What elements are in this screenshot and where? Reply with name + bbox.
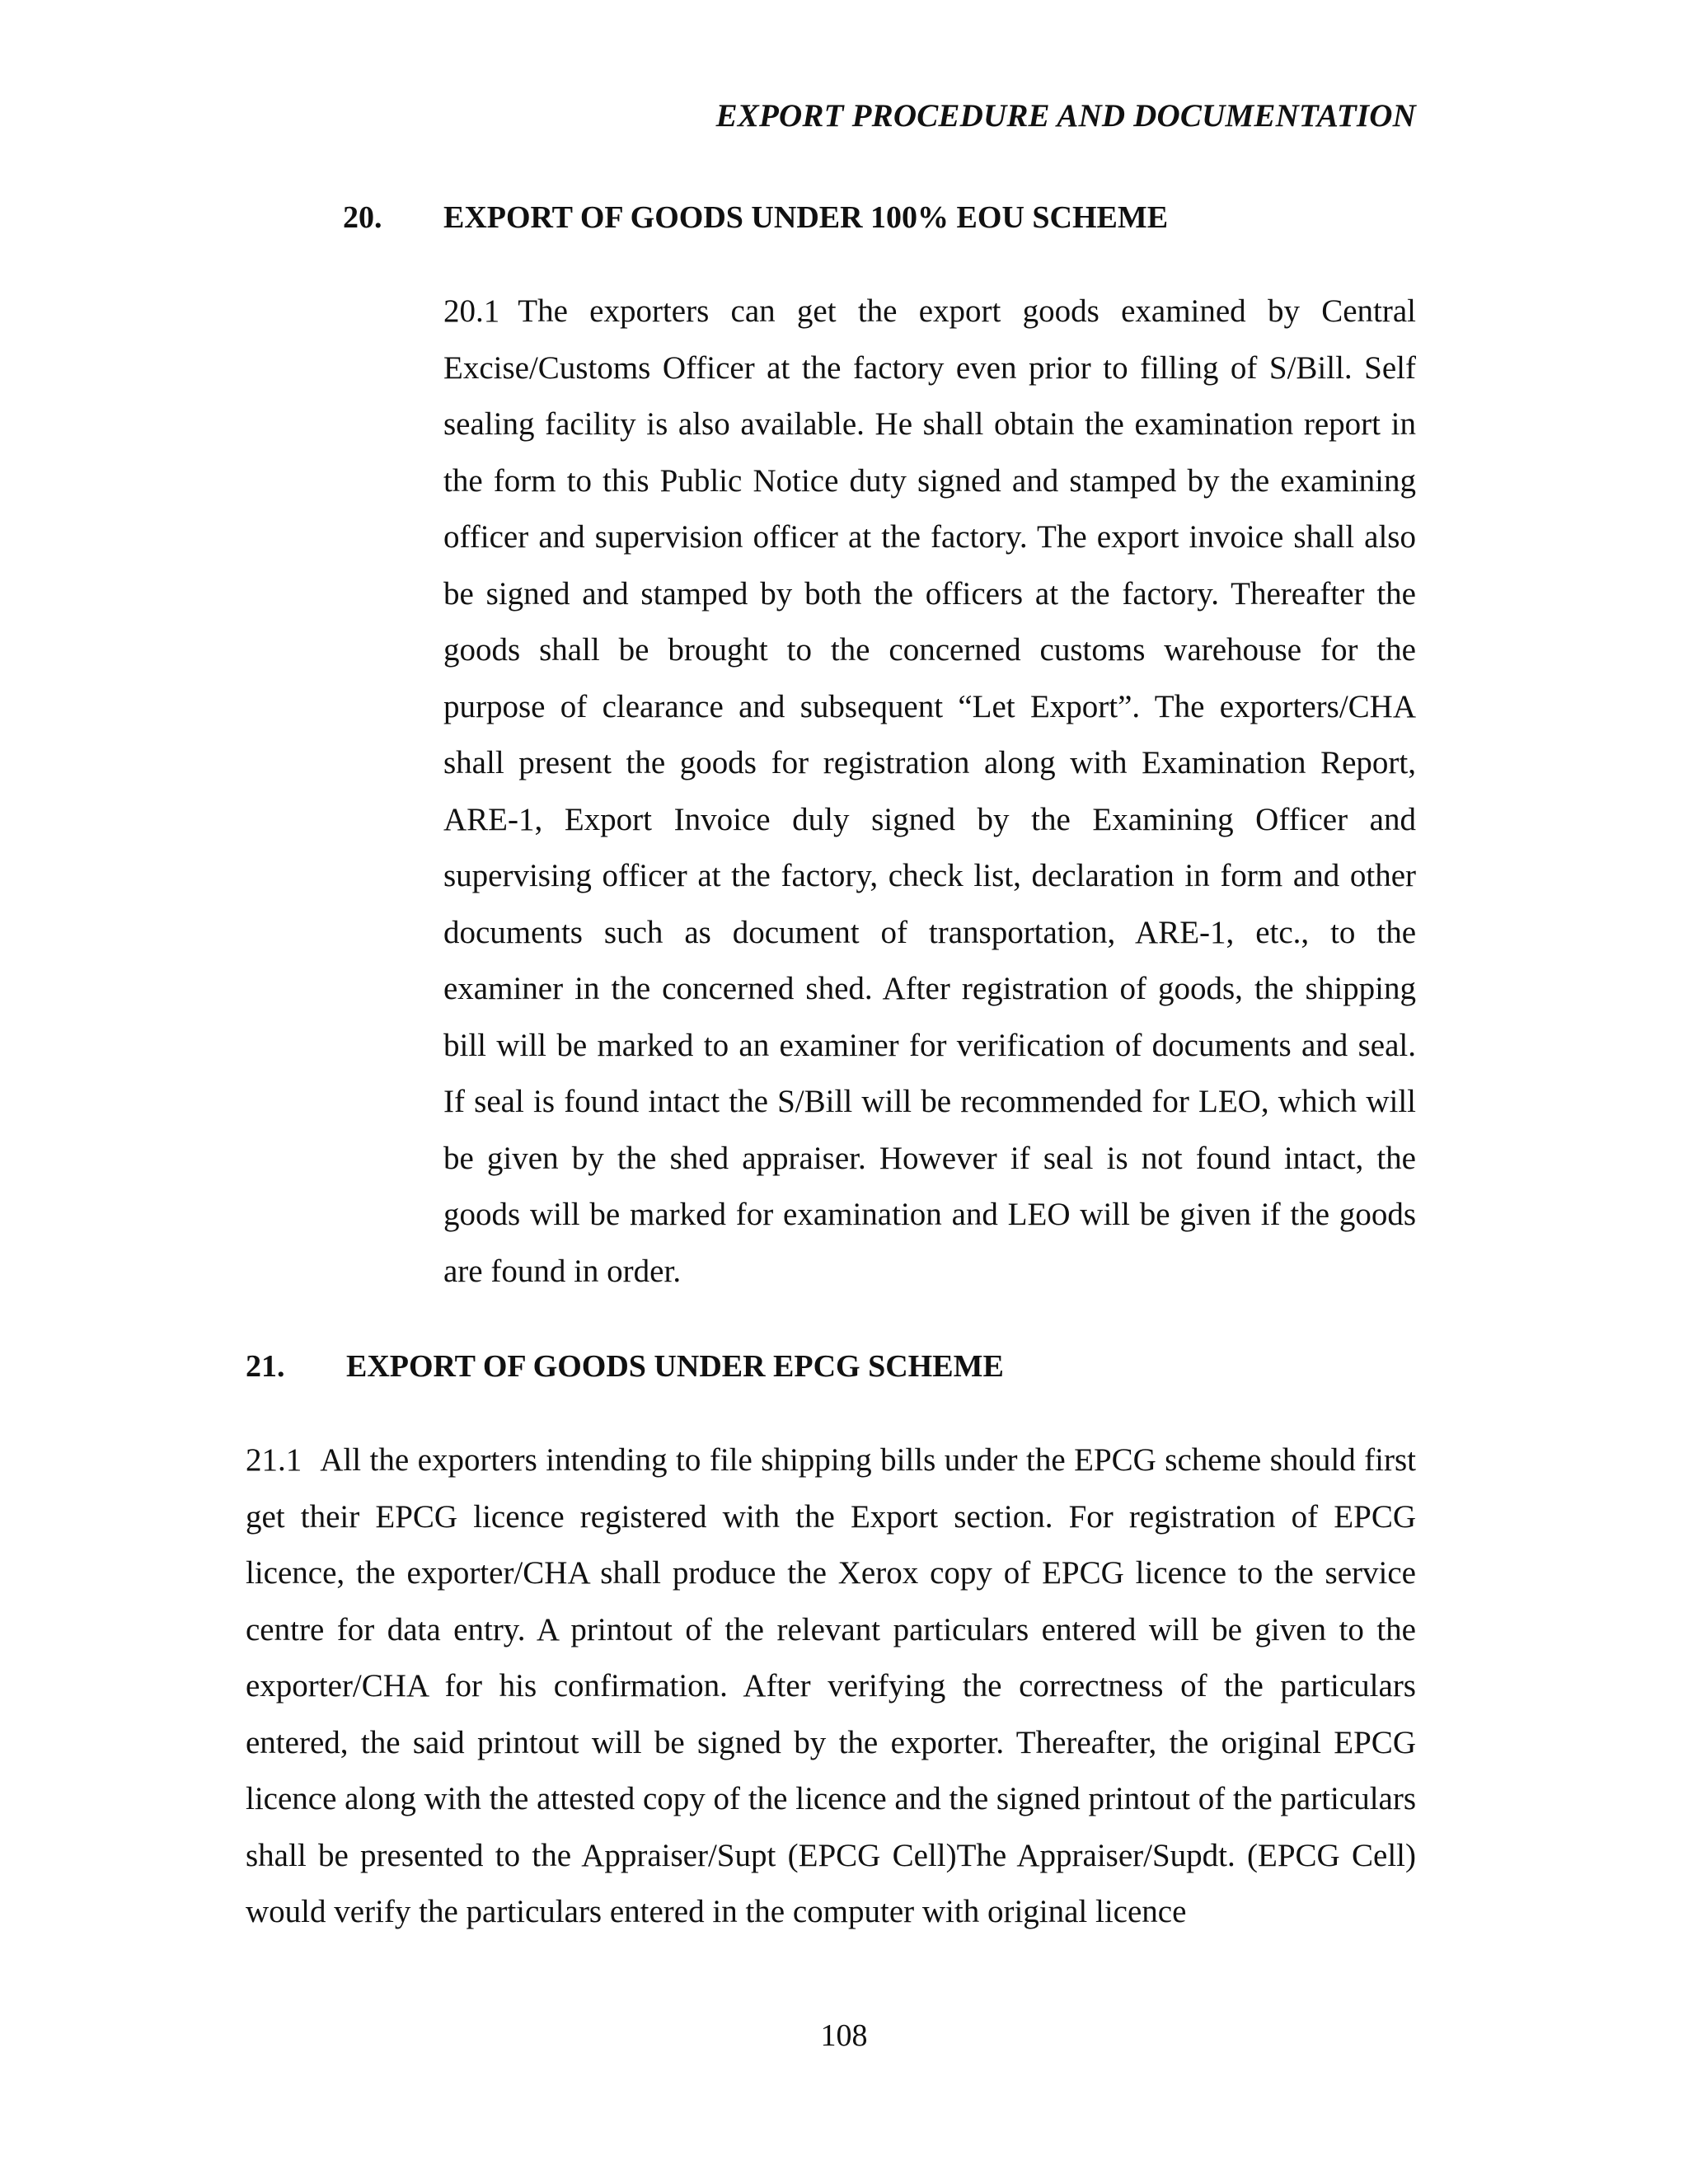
- section-20-heading: [343, 199, 1414, 241]
- section-number: 20.: [343, 200, 382, 235]
- page-number: 108: [820, 2018, 868, 2053]
- paragraph-number: 20.1: [443, 293, 500, 329]
- paragraph-20-1: [443, 284, 1416, 1300]
- paragraph-21-1: [246, 1432, 1416, 1941]
- paragraph-text: All the exporters intending to file shipping bills under the EPCG scheme should first get their EPCG licence registered with the Export section. For registration of EPCG licence, the exporter/CHA shall produce the Xerox copy of EPCG licence to the service centre for data entry. A printout of the relevant particulars entered will be given to the exporter/CHA for his confirmation. After verifying the correctness of the particulars entered, the said printout will be signed by the exporter. Thereafter, the original EPCG licence along with the attested copy of the licence and the signed printout of the particulars shall be presented to the Appraiser/Supt (EPCG Cell)The Appraiser/Supdt. (EPCG Cell) would verify the particulars entered in the computer with original licence: [246, 1442, 1416, 1929]
- paragraph-number: 21.1: [246, 1442, 302, 1478]
- running-header: EXPORT PROCEDURE AND DOCUMENTATION: [715, 98, 1416, 134]
- section-21-heading: [246, 1348, 1317, 1390]
- section-title: EXPORT OF GOODS UNDER 100% EOU SCHEME: [443, 200, 1169, 235]
- paragraph-text: The exporters can get the export goods examined by Central Excise/Customs Officer at the factory even prior to filling of S/Bill. Self sealing facility is also available. He shall obtain the examination report in the form to this Public Notice duty signed and stamped by the examining officer and supervision officer at the factory. The export invoice shall also be signed and stamped by both the officers at the factory. Thereafter the goods shall be brought to the concerned customs warehouse for the purpose of clearance and subsequent “Let Export”. The exporters/CHA shall present the goods for registration along with Examination Report, ARE-1, Export Invoice duly signed by the Examining Officer and supervising officer at the factory, check list, declaration in form and other documents such as document of transportation, ARE-1, etc., to the examiner in the concerned shed. After registration of goods, the shipping bill will be marked to an examiner for verification of documents and seal. If seal is found intact the S/Bill will be recommended for LEO, which will be given by the shed appraiser. However if seal is not found intact, the goods will be marked for examination and LEO will be given if the goods are found in order.: [443, 293, 1416, 1289]
- section-title: EXPORT OF GOODS UNDER EPCG SCHEME: [346, 1349, 1004, 1384]
- section-number: 21.: [246, 1349, 285, 1384]
